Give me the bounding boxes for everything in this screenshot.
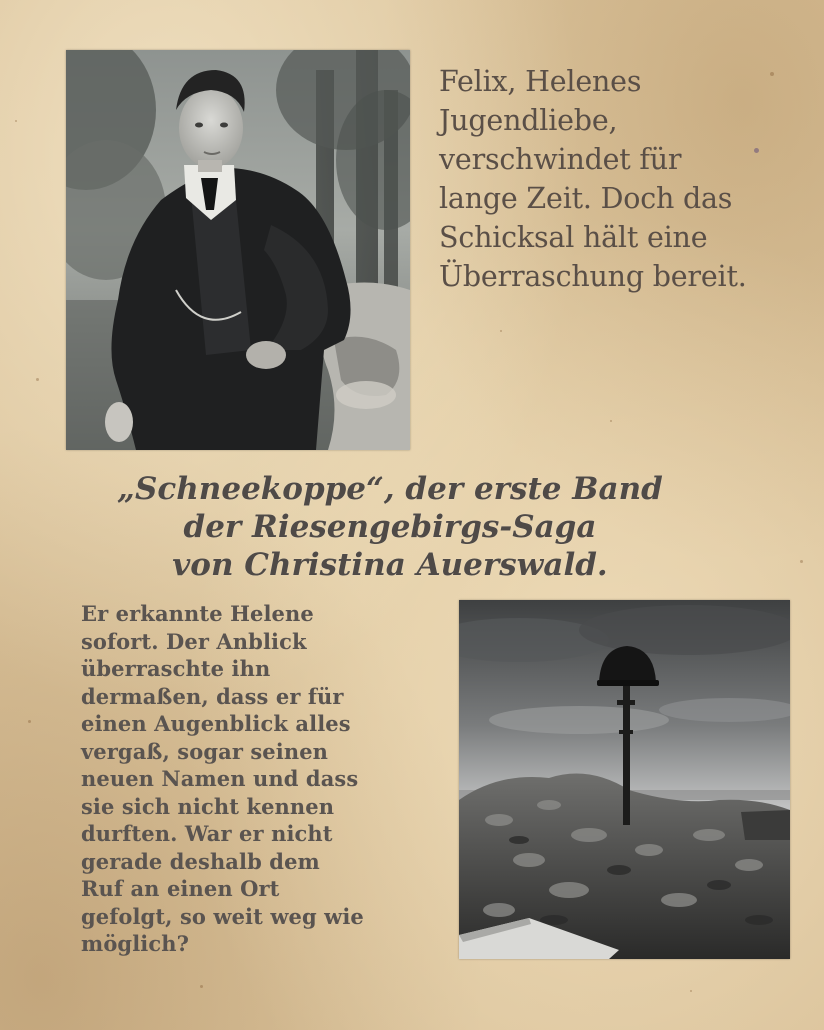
intro-text: Felix, Helenes Jugendliebe, verschwindet für lange Zeit. Doch das Schicksal hält eine Überraschung bereit. — [439, 65, 747, 293]
excerpt-text: Er erkannte Helene sofort. Der Anblick überraschte ihn dermaßen, dass er für einen Augenblick alles vergaß, sogar seinen neuen Namen und dass sie sich nicht kennen durften. War er nicht gerade deshalb dem Ruf an einen Ort gefolgt, so weit weg wie möglich? — [81, 601, 364, 956]
book-headline: „Schneekoppe“, der erste Band der Riesengebirgs-Saga von Christina Auerswald. — [117, 471, 663, 583]
memorial-photo — [459, 600, 790, 959]
portrait-photo — [66, 50, 410, 450]
